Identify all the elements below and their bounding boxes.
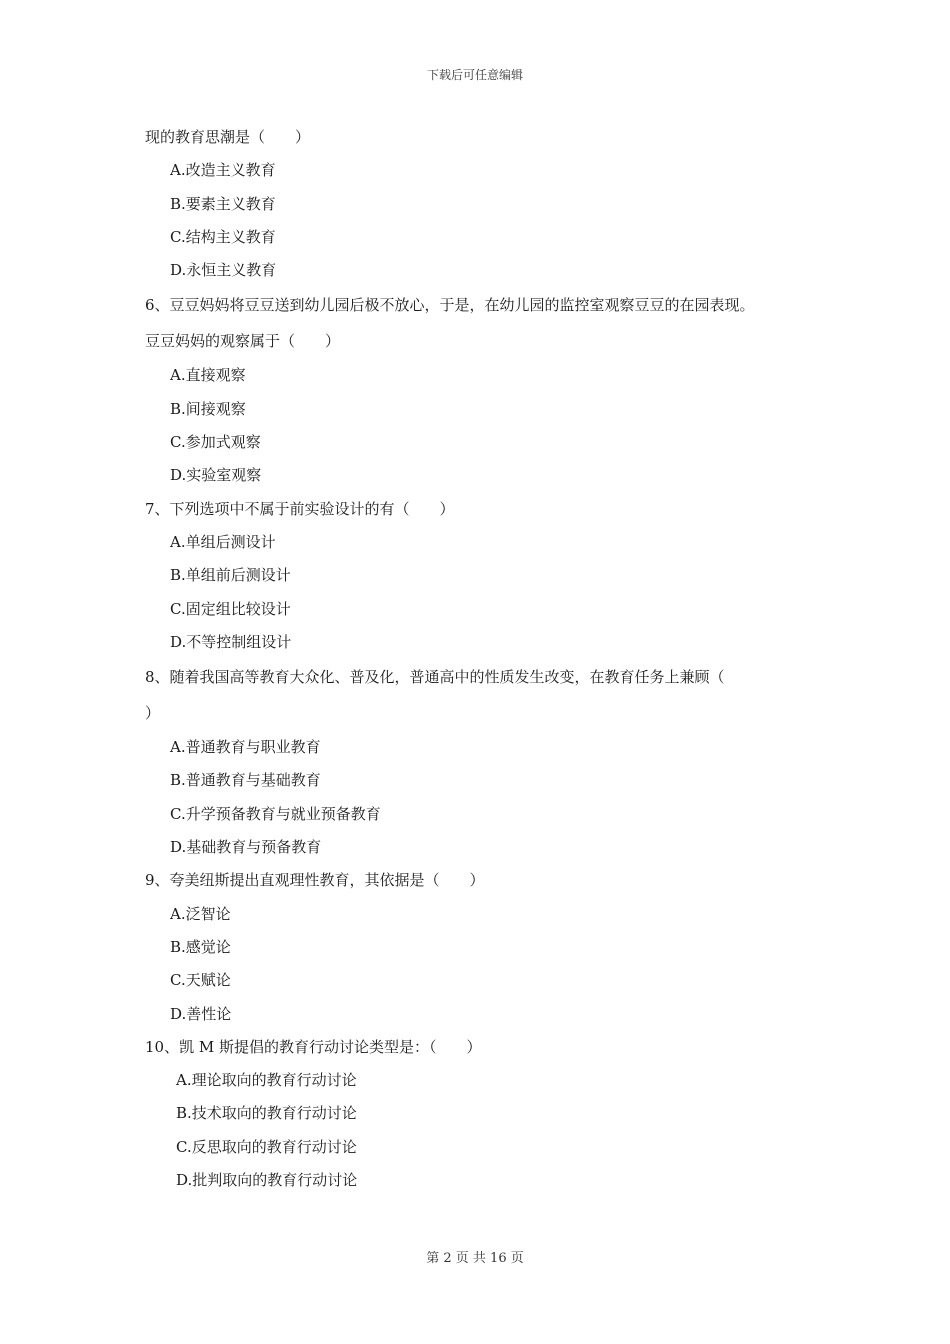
question-8-option-d: D.基础教育与预备教育 [170,838,322,857]
question-5-option-c: C.结构主义教育 [170,227,276,246]
question-9-option-b: B.感觉论 [170,937,231,956]
question-7-option-a: A.单组后测设计 [170,532,276,551]
question-10-option-d: D.批判取向的教育行动讨论 [176,1171,358,1190]
question-7-option-c: C.固定组比较设计 [170,599,291,618]
question-list [145,121,825,1197]
question-5-option-d: D.永恒主义教育 [170,261,277,280]
question-9-option-d: D.善性论 [170,1004,232,1023]
question-10-option-b: B.技术取向的教育行动讨论 [176,1104,357,1123]
question-8-option-b: B.普通教育与基础教育 [170,771,321,790]
question-6-stem-line1: 6、豆豆妈妈将豆豆送到幼儿园后极不放心，于是，在幼儿园的监控室观察豆豆的在园表现。 [145,296,755,315]
question-5-stem: 现的教育思潮是（ ） [145,128,311,146]
question-9-stem: 9、夸美纽斯提出直观理性教育，其依据是（ ） [145,871,485,890]
question-6-stem-line2: 豆豆妈妈的观察属于（ ） [145,332,341,351]
question-5-option-b: B.要素主义教育 [170,194,276,213]
question-10-option-a: A.理论取向的教育行动讨论 [176,1071,357,1090]
question-9-option-a: A.泛智论 [170,904,231,923]
page-number: 第 2 页 共 16 页 [426,1251,524,1266]
question-6-option-b: B.间接观察 [170,399,246,418]
question-10-stem: 10、凯 M 斯提倡的教育行动讨论类型是：（ ） [145,1037,482,1056]
question-6-option-a: A.直接观察 [170,366,246,385]
question-6-option-d: D.实验室观察 [170,466,262,485]
question-10-option-c: C.反思取向的教育行动讨论 [176,1137,357,1156]
question-9-option-c: C.天赋论 [170,971,231,990]
question-7-stem: 7、下列选项中不属于前实验设计的有（ ） [145,499,455,518]
question-7-option-d: D.不等控制组设计 [170,632,292,651]
question-8-option-a: A.普通教育与职业教育 [170,738,321,757]
question-8-stem-line1: 8、随着我国高等教育大众化、普及化，普通高中的性质发生改变，在教育任务上兼顾（ [145,668,725,687]
page-header: 下载后可任意编辑 [426,68,523,82]
question-7-option-b: B.单组前后测设计 [170,566,291,585]
question-6-option-c: C.参加式观察 [170,433,261,452]
question-5-option-a: A.改造主义教育 [170,161,276,180]
question-8-option-c: C.升学预备教育与就业预备教育 [170,804,381,823]
question-8-stem-line2: ） [145,704,161,723]
